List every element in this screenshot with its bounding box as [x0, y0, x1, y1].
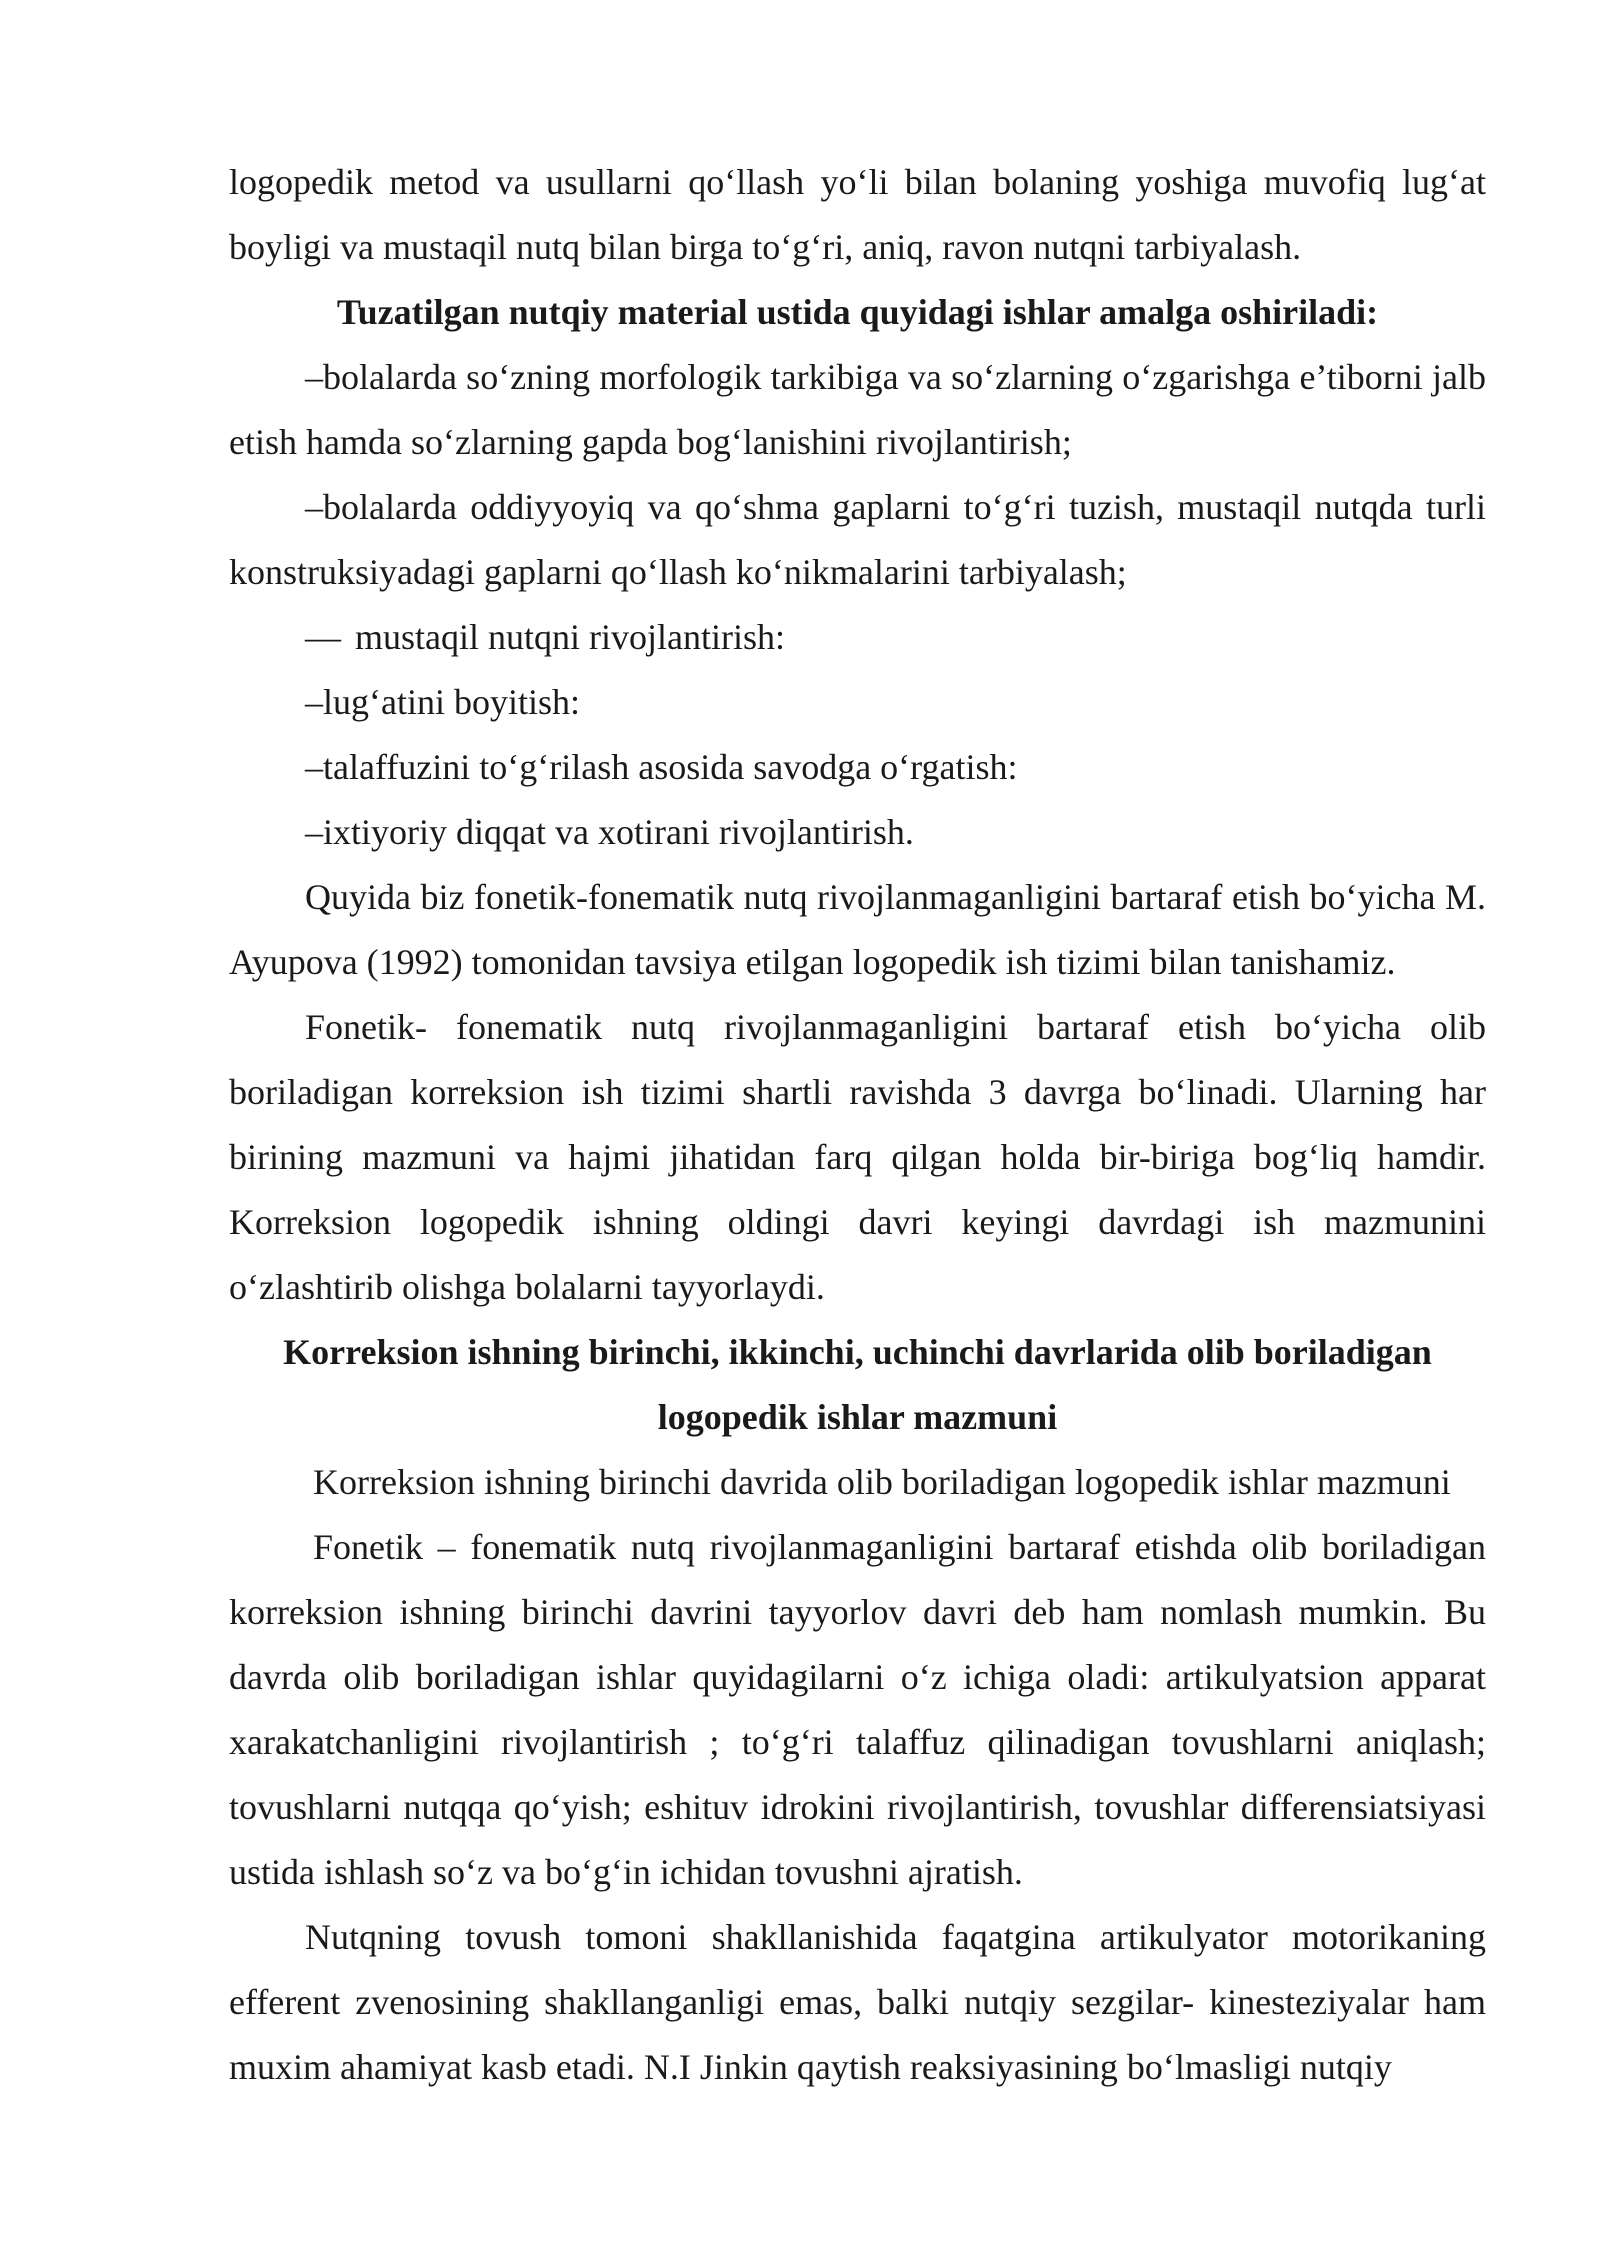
paragraph-sound-side: Nutqning tovush tomoni shakllanishida faqatgina artikulyator motorikaning efferent zvenosining shakllanganligi emas, balki nutqiy sezgilar- kinesteziyalar ham muxim ahamiyat kasb etadi. N.I Jinkin qaytish reaksiyasining bo‘lmasligi nutqiy [229, 1917, 1486, 2087]
paragraph-first-period: Fonetik – fonematik nutq rivojlanmaganligini bartaraf etishda olib boriladigan korreksion ishning birinchi davrini tayyorlov davri deb ham nomlash mumkin. Bu davrda olib boriladigan ishlar quyidagilarni o‘z ichiga oladi: artikulyatsion apparat xarakatchanligini rivojlantirish ; to‘g‘ri talaffuz qilinadigan tovushlarni aniqlash; tovushlarni nutqqa qo‘yish; eshituv idrokini rivojlantirish, tovushlar differensiatsiyasi ustida ishlash so‘z va bo‘g‘in ichidan tovushni ajratish. [229, 1527, 1486, 1892]
list-item-vocabulary: –lug‘atini boyitish: [305, 682, 580, 722]
paragraph-ayupova: Quyida biz fonetik-fonematik nutq rivojlanmaganligini bartaraf etish bo‘yicha M. Ayupova (1992) tomonidan tavsiya etilgan logopedik ish tizimi bilan tanishamiz. [229, 877, 1486, 982]
paragraph-intro: logopedik metod va usullarni qo‘llash yo‘li bilan bolaning yoshiga muvofiq lug‘at boyligi va mustaqil nutq bilan birga to‘g‘ri, aniq, ravon nutqni tarbiyalash. [229, 162, 1486, 267]
list-item-attention: –ixtiyoriy diqqat va xotirani rivojlantirish. [305, 812, 914, 852]
list-item-morphology: –bolalarda so‘zning morfologik tarkibiga va so‘zlarning o‘zgarishga e’tiborni jalb etish hamda so‘zlarning gapda bog‘lanishini rivojlantirish; [229, 357, 1486, 462]
heading-periods: Korreksion ishning birinchi, ikkinchi, uchinchi davrlarida olib boriladigan logopedik ishlar mazmuni [283, 1332, 1432, 1437]
list-item-pronunciation: –talaffuzini to‘g‘rilash asosida savodga o‘rgatish: [305, 747, 1018, 787]
heading-tasks: Tuzatilgan nutqiy material ustida quyidagi ishlar amalga oshiriladi: [336, 292, 1379, 332]
document-page [229, 150, 1486, 2100]
list-item-speech [229, 605, 1486, 670]
list-dash: — [305, 617, 341, 657]
list-item-sentences: –bolalarda oddiyyoyiq va qo‘shma gaplarni to‘g‘ri tuzish, mustaqil nutqda turli konstruksiyadagi gaplarni qo‘llash ko‘nikmalarini tarbiyalash; [229, 487, 1486, 592]
list-item-speech-text: mustaqil nutqni rivojlantirish: [355, 617, 785, 657]
paragraph-periods: Fonetik- fonematik nutq rivojlanmaganligini bartaraf etish bo‘yicha olib boriladigan korreksion ish tizimi shartli ravishda 3 davrga bo‘linadi. Ularning har birining mazmuni va hajmi jihatidan farq qilgan holda bir-biriga bog‘liq hamdir. Korreksion logopedik ishning oldingi davri keyingi davrdagi ish mazmunini o‘zlashtirib olishga bolalarni tayyorlaydi. [229, 1007, 1486, 1307]
paragraph-first-period-title: Korreksion ishning birinchi davrida olib boriladigan logopedik ishlar mazmuni [313, 1462, 1451, 1502]
